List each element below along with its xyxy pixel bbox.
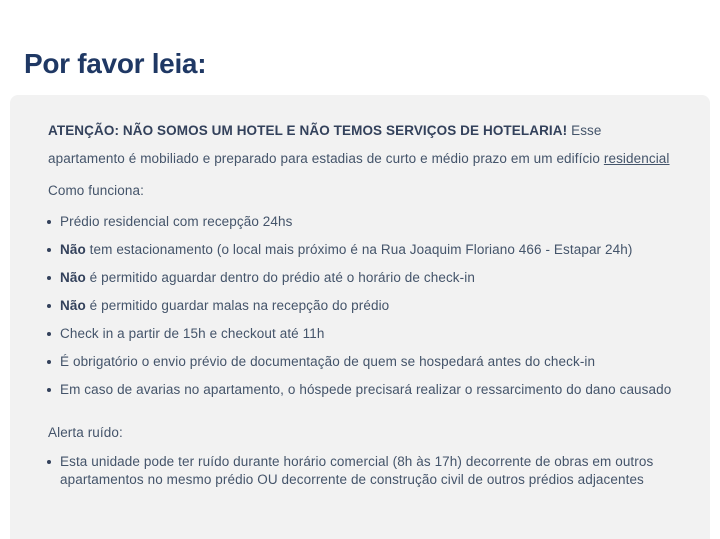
noise-alert-list xyxy=(48,453,680,488)
list-item xyxy=(48,453,680,488)
list-item xyxy=(48,269,680,286)
bullet-icon xyxy=(47,332,51,336)
noise-alert-heading: Alerta ruído: xyxy=(48,425,123,440)
bullet-icon xyxy=(47,304,51,308)
list-item xyxy=(48,213,680,230)
bullet-icon xyxy=(47,276,51,280)
list-item xyxy=(48,325,680,342)
intro-description-text: Esse apartamento é mobiliado e preparado para estadias de curto e médio prazo em um edifício xyxy=(48,123,604,166)
intro-underlined-word: residencial xyxy=(603,151,670,166)
bullet-icon xyxy=(47,460,51,464)
rule-text: é permitido aguardar dentro do prédio até o horário de check-in xyxy=(85,270,475,285)
list-item xyxy=(48,353,680,370)
intro-paragraph xyxy=(48,117,680,173)
page-title: Por favor leia: xyxy=(24,48,207,79)
notice-card xyxy=(10,95,710,539)
rule-bold-prefix: Não xyxy=(60,242,86,257)
rule-text: É obrigatório o envio prévio de documentação de quem se hospedará antes do check-in xyxy=(60,354,596,369)
rule-bold-prefix: Não xyxy=(60,298,86,313)
how-it-works-list xyxy=(48,213,680,398)
rule-text: é permitido guardar malas na recepção do prédio xyxy=(85,298,390,313)
rule-text: Esta unidade pode ter ruído durante horário comercial (8h às 17h) decorrente de obras em outros apartamentos no mesmo prédio OU decorrente de construção civil de outros prédios adjacentes xyxy=(60,454,654,487)
how-it-works-heading: Como funciona: xyxy=(48,183,144,198)
rule-bold-prefix: Não xyxy=(60,270,86,285)
bullet-icon xyxy=(47,248,51,252)
rule-text: Check in a partir de 15h e checkout até 11h xyxy=(60,326,325,341)
bullet-icon xyxy=(47,360,51,364)
intro-warning-text: ATENÇÃO: NÃO SOMOS UM HOTEL E NÃO TEMOS SERVIÇOS DE HOTELARIA! xyxy=(48,123,568,138)
rule-text: tem estacionamento (o local mais próximo é na Rua Joaquim Floriano 466 - Estapar 24h) xyxy=(85,242,633,257)
rule-text: Em caso de avarias no apartamento, o hóspede precisará realizar o ressarcimento do dano causado xyxy=(60,382,672,397)
list-item xyxy=(48,297,680,314)
rule-text: Prédio residencial com recepção 24hs xyxy=(60,214,293,229)
list-item xyxy=(48,241,680,258)
bullet-icon xyxy=(47,220,51,224)
list-item xyxy=(48,381,680,398)
bullet-icon xyxy=(47,388,51,392)
